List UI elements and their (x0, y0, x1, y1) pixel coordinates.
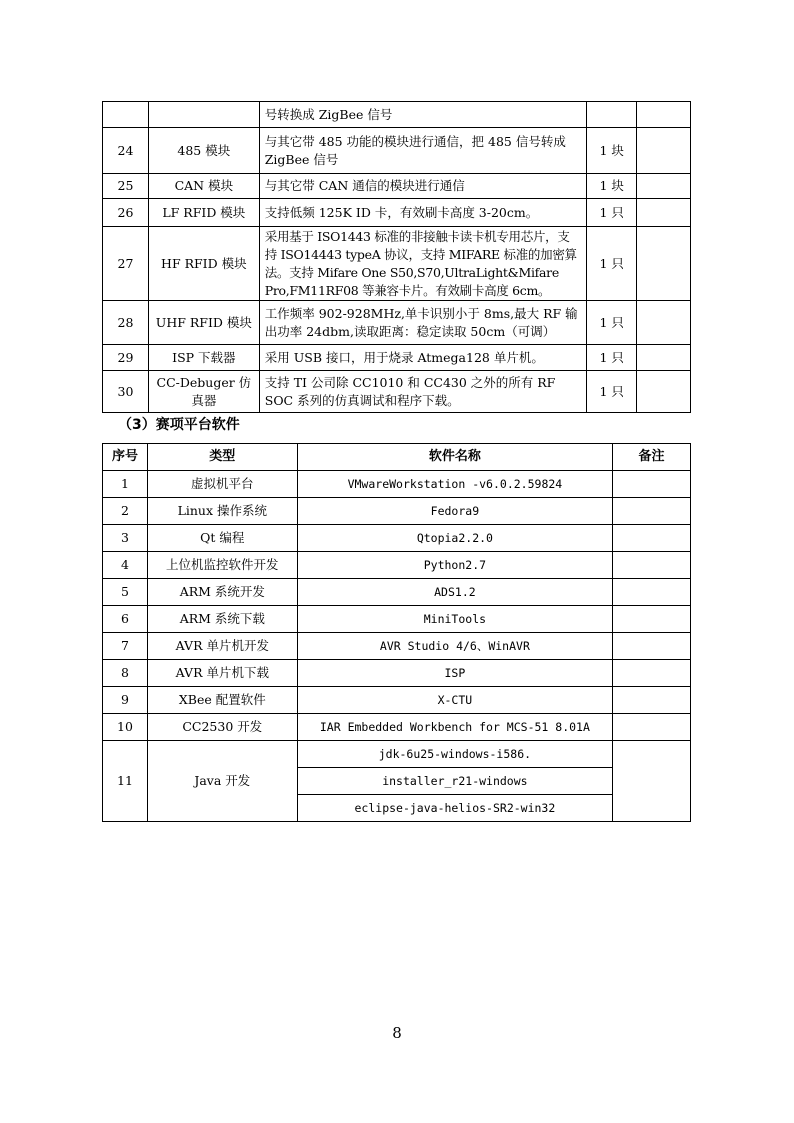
software-name: Fedora9 (297, 498, 612, 525)
module-name: CC-Debuger 仿真器 (148, 371, 259, 413)
software-name: ADS1.2 (297, 579, 612, 606)
row-number: 4 (103, 552, 148, 579)
software-name: X-CTU (297, 687, 612, 714)
remark (613, 606, 691, 633)
table-row (103, 633, 691, 660)
module-description: 采用基于 ISO1443 标准的非接触卡读卡机专用芯片，支持 ISO14443 typeA 协议，支持 MIFARE 标准的加密算法。支持 Mifare One S50,S70,UltraLight&Mifare Pro,FM11RF08 等兼容卡片。有效刷卡高度 6cm。 (259, 227, 586, 301)
software-name: AVR Studio 4/6、WinAVR (297, 633, 612, 660)
software-type: 虚拟机平台 (147, 471, 297, 498)
row-number: 24 (103, 128, 149, 174)
module-description: 与其它带 485 功能的模块进行通信，把 485 信号转成 ZigBee 信号 (259, 128, 586, 174)
module-description: 与其它带 CAN 通信的模块进行通信 (259, 174, 586, 199)
module-description: 支持低频 125K ID 卡，有效刷卡高度 3-20cm。 (259, 199, 586, 227)
module-name: ISP 下载器 (148, 345, 259, 371)
software-type: 上位机监控软件开发 (147, 552, 297, 579)
remark (613, 741, 691, 822)
software-type: ARM 系统下载 (147, 606, 297, 633)
module-description: 采用 USB 接口，用于烧录 Atmega128 单片机。 (259, 345, 586, 371)
remark (637, 345, 691, 371)
row-number: 8 (103, 660, 148, 687)
remark (637, 128, 691, 174)
column-header-remark: 备注 (613, 444, 691, 471)
table-header-row (103, 444, 691, 471)
remark (613, 714, 691, 741)
software-type: AVR 单片机开发 (147, 633, 297, 660)
row-number: 3 (103, 525, 148, 552)
remark (637, 301, 691, 345)
table-row (103, 345, 691, 371)
table-row (103, 199, 691, 227)
module-description: 工作频率 902-928MHz,单卡识别小于 8ms,最大 RF 输出功率 24dbm,读取距离：稳定读取 50cm（可调） (259, 301, 586, 345)
remark (613, 498, 691, 525)
table-row (103, 371, 691, 413)
row-number: 10 (103, 714, 148, 741)
table-row (103, 714, 691, 741)
row-number: 2 (103, 498, 148, 525)
remark (613, 471, 691, 498)
remark (637, 227, 691, 301)
row-number: 9 (103, 687, 148, 714)
quantity: 1 只 (587, 227, 637, 301)
remark (613, 660, 691, 687)
row-number (103, 102, 149, 128)
software-table (102, 443, 691, 822)
column-header-type: 类型 (147, 444, 297, 471)
module-name (148, 102, 259, 128)
table-row (103, 741, 691, 768)
table-row (103, 471, 691, 498)
row-number: 26 (103, 199, 149, 227)
remark (637, 174, 691, 199)
software-name: installer_r21-windows (297, 768, 612, 795)
module-name: LF RFID 模块 (148, 199, 259, 227)
software-type: Java 开发 (147, 741, 297, 822)
row-number: 7 (103, 633, 148, 660)
page-number: 8 (392, 1024, 402, 1042)
remark (637, 102, 691, 128)
row-number: 25 (103, 174, 149, 199)
software-type: Qt 编程 (147, 525, 297, 552)
quantity: 1 只 (587, 371, 637, 413)
software-type: Linux 操作系统 (147, 498, 297, 525)
module-name: 485 模块 (148, 128, 259, 174)
quantity: 1 只 (587, 199, 637, 227)
software-name: IAR Embedded Workbench for MCS-51 8.01A (297, 714, 612, 741)
software-type: CC2530 开发 (147, 714, 297, 741)
row-number: 28 (103, 301, 149, 345)
software-name: Python2.7 (297, 552, 612, 579)
table-row (103, 552, 691, 579)
table-row (103, 660, 691, 687)
quantity: 1 只 (587, 301, 637, 345)
software-name: eclipse-java-helios-SR2-win32 (297, 795, 612, 822)
software-type: ARM 系统开发 (147, 579, 297, 606)
table-row (103, 498, 691, 525)
remark (613, 552, 691, 579)
table-row (103, 174, 691, 199)
table-row (103, 128, 691, 174)
table-row (103, 525, 691, 552)
row-number: 1 (103, 471, 148, 498)
remark (613, 525, 691, 552)
remark (637, 199, 691, 227)
row-number: 6 (103, 606, 148, 633)
remark (613, 687, 691, 714)
module-description: 支持 TI 公司除 CC1010 和 CC430 之外的所有 RF SOC 系列的仿真调试和程序下载。 (259, 371, 586, 413)
table-row (103, 227, 691, 301)
row-number: 27 (103, 227, 149, 301)
software-name: jdk-6u25-windows-i586. (297, 741, 612, 768)
hardware-table (102, 101, 691, 413)
software-type: AVR 单片机下载 (147, 660, 297, 687)
table-row (103, 301, 691, 345)
software-name: Qtopia2.2.0 (297, 525, 612, 552)
quantity: 1 块 (587, 174, 637, 199)
software-type: XBee 配置软件 (147, 687, 297, 714)
table-row (103, 606, 691, 633)
column-header-software-name: 软件名称 (297, 444, 612, 471)
software-name: VMwareWorkstation -v6.0.2.59824 (297, 471, 612, 498)
row-number: 5 (103, 579, 148, 606)
remark (613, 579, 691, 606)
quantity: 1 块 (587, 128, 637, 174)
remark (637, 371, 691, 413)
row-number: 29 (103, 345, 149, 371)
software-name: MiniTools (297, 606, 612, 633)
section-title: （3）赛项平台软件 (118, 417, 240, 433)
quantity: 1 只 (587, 345, 637, 371)
quantity (587, 102, 637, 128)
module-name: HF RFID 模块 (148, 227, 259, 301)
remark (613, 633, 691, 660)
row-number: 11 (103, 741, 148, 822)
column-header-number: 序号 (103, 444, 148, 471)
row-number: 30 (103, 371, 149, 413)
table-row (103, 102, 691, 128)
module-name: CAN 模块 (148, 174, 259, 199)
table-row (103, 579, 691, 606)
table-row (103, 687, 691, 714)
module-description: 号转换成 ZigBee 信号 (259, 102, 586, 128)
software-name: ISP (297, 660, 612, 687)
module-name: UHF RFID 模块 (148, 301, 259, 345)
